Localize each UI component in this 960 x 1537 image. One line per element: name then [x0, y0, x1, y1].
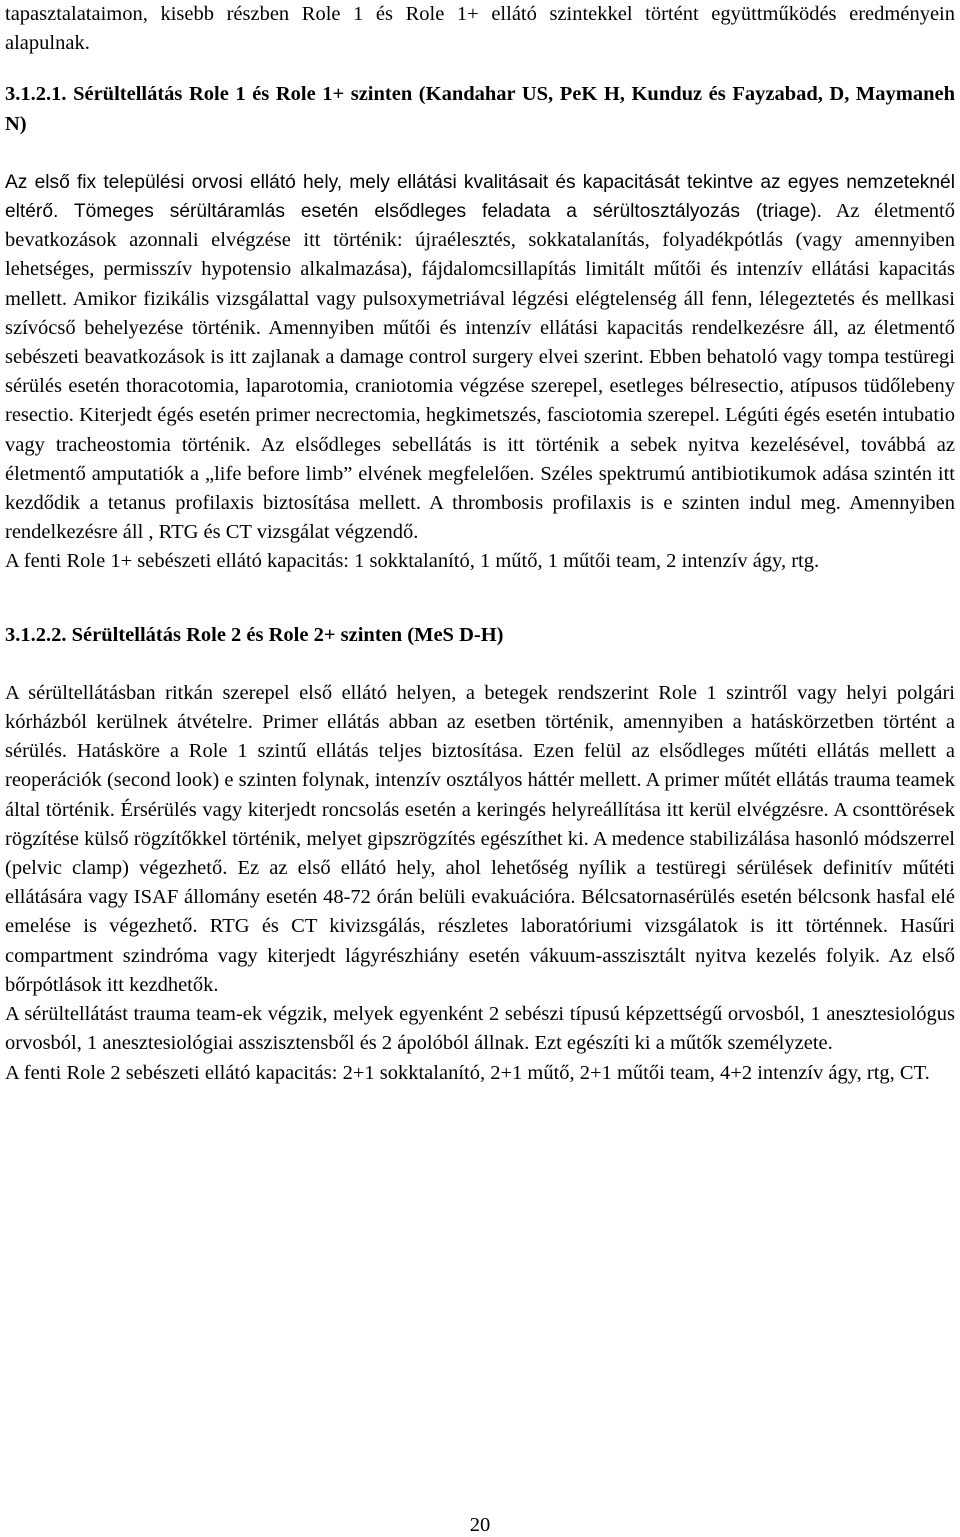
role2-capacity-paragraph: A fenti Role 2 sebészeti ellátó kapacitás: 2+1 sokktalanító, 2+1 műtő, 2+1 műtői team, 4+2 intenzív ágy, rtg, CT. — [5, 1061, 930, 1084]
role1-paragraph-sans-part: Az első fix települési orvosi ellátó hely, mely ellátási kvalitásait és kapacitását tekintve az egyes nemzeteknél eltérő. Tömeges sérültáramlás esetén elsődleges feladata a sérültosztályozás (triage). — [5, 171, 955, 223]
section-number: 3.1.2.2. — [5, 623, 67, 646]
intro-paragraph: tapasztalataimon, kisebb részben Role 1 és Role 1+ ellátó szintekkel történt együttműködés eredményein alapulnak. — [5, 3, 955, 55]
spacer — [5, 58, 955, 80]
role2-paragraph: A sérültellátásban ritkán szerepel első ellátó helyen, a betegek rendszerint Role 1 szintről vagy helyi polgári kórházból kerülnek átvételre. Primer ellátás abban az esetben történik, amennyiben a hatáskörzetben történt a sérülés. Hatásköre a Role 1 szintű ellátás teljes biztosítása. Ezen felül az elsődleges műtéti ellátás mellett a reoperációk (second look) e szinten folynak, intenzív osztályos háttér mellett. A primer műtét ellátás trauma teamek által történik. Érsérülés vagy kiterjedt roncsolás esetén a keringés helyreállítása itt kerül elvégzésre. A csonttörések rögzítése külső rögzítőkkel történik, melyet gipszrögzítés egészíthet ki. A medence stabilizálása hasonló módszerrel (pelvic clamp) végezhető. Ez az első ellátó hely, ahol lehetőség nyílik a testüregi sérülések definitív műtéti ellátására vagy ISAF állomány esetén 48-72 órán belüli evakuációra. Bélcsatornasérülés esetén bélcsonk hasfal elé emelése is végezhető. RTG és CT kivizsgálás, részletes laboratóriumi vizsgálatok is itt történnek. Hasűri compartment szindróma vagy kiterjedt lágyrészhiány esetén vákuum-asszisztált nyitva kezelés folyik. Az első bőrpótlások itt kezdhetők. — [5, 681, 955, 996]
section-heading-3-1-2-1 — [5, 80, 955, 138]
section-title: Sérültellátás Role 1 és Role 1+ szinten (Kandahar US, PeK H, Kunduz és Fayzabad, D, Maymaneh N) — [5, 83, 956, 135]
spacer — [5, 139, 955, 168]
section-number: 3.1.2.1. — [5, 83, 67, 106]
section-title: Sérültellátás Role 2 és Role 2+ szinten (MeS D-H) — [71, 623, 504, 646]
role1-paragraph-serif-part: Az életmentő bevatkozások azonnali elvégzése itt történik: újraélesztés, sokkatalanítás, folyadékpótlás (vagy amennyiben lehetséges, permisszív hypotensio alkalmazása), fájdalomcsillapítás limitált műtői és intenzív ellátási kapacitás mellett. Amikor fizikális vizsgálattal vagy pulsoxymetriával légzési elégtelenség áll fenn, lélegeztetés és mellkasi szívócső behelyezése történik. Amennyiben műtői és intenzív ellátási kapacitás rendelkezésre áll, az életmentő sebészeti beavatkozások is itt zajlanak a damage control surgery elvei szerint. Ebben behatoló vagy tompa testüregi sérülés esetén thoracotomia, laparotomia, craniotomia végzése szerepel, esetleges bélresectio, atípusos tüdőlebeny resectio. Kiterjedt égés esetén primer necrectomia, hegkimetszés, fasciotomia szerepel. Légúti égés esetén intubatio vagy tracheostomia történik. Az elsődleges sebellátás is itt történik a sebek nyitva kezelésével, továbbá az életmentő amputatiók a „life before limb” elvének megfelelően. Széles spektrumú antibiotikumok adása szintén itt kezdődik a tetanus profilaxis biztosítása mellett. A thrombosis profilaxis is e szinten indul meg. Amennyiben rendelkezésre áll , RTG és CT vizsgálat végzendő. — [5, 200, 955, 544]
role1-paragraph — [5, 168, 955, 548]
page-number: 20 — [469, 1514, 491, 1536]
spacer — [5, 650, 955, 679]
spacer — [5, 577, 955, 621]
document-page — [5, 0, 955, 1088]
role1-capacity-paragraph: A fenti Role 1+ sebészeti ellátó kapacitás: 1 sokktalanító, 1 műtő, 1 műtői team, 2 intenzív ágy, rtg. — [5, 550, 820, 573]
role2-team-paragraph: A sérültellátást trauma team-ek végzik, melyek egyenként 2 sebészi típusú képzettségű orvosból, 1 anesztesiológus orvosból, 1 anesztesiológiai asszisztensből és 2 ápolóból állnak. Ezt egészíti ki a műtők személyzete. — [5, 1003, 955, 1055]
section-heading-3-1-2-2 — [5, 621, 955, 650]
